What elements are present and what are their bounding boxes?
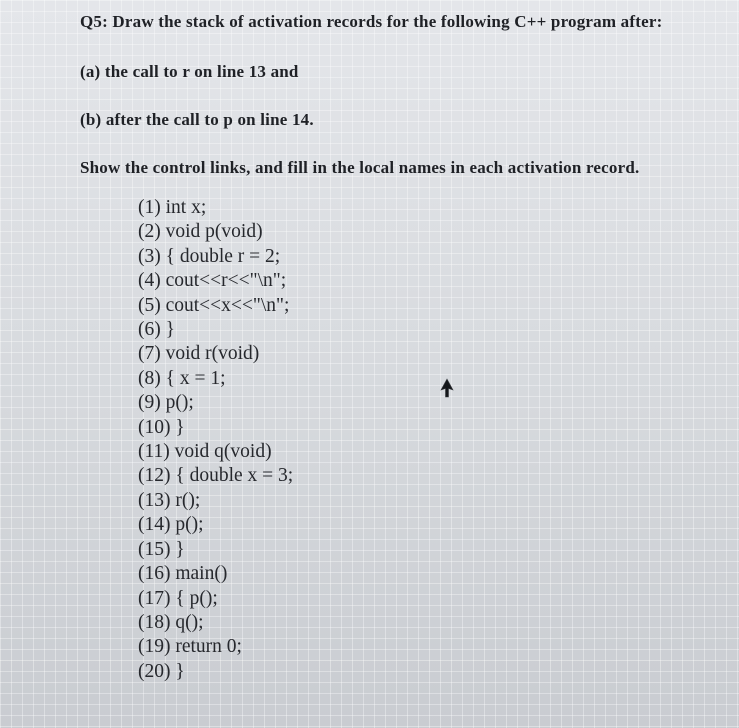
code-line-12: (12) { double x = 3; xyxy=(138,465,294,487)
code-line-16: (16) main() xyxy=(138,563,228,585)
code-line-3: (3) { double r = 2; xyxy=(138,245,281,267)
code-line-9: (9) p(); xyxy=(138,392,194,414)
code-line-19: (19) return 0; xyxy=(138,636,242,658)
code-line-8: (8) { x = 1; xyxy=(138,367,226,389)
part-b-text: (b) after the call to p on line 14. xyxy=(80,110,314,129)
code-line-4: (4) cout<<r<<"\n"; xyxy=(138,270,287,292)
code-line-14: (14) p(); xyxy=(138,514,204,536)
code-line-11: (11) void q(void) xyxy=(138,441,272,463)
code-line-13: (13) r(); xyxy=(138,489,201,511)
question-title: Q5: Draw the stack of activation records for the following C++ program after: xyxy=(80,12,663,31)
code-line-5: (5) cout<<x<<"\n"; xyxy=(138,294,290,316)
code-line-7: (7) void r(void) xyxy=(138,343,260,365)
part-a-text: (a) the call to r on line 13 and xyxy=(80,62,299,81)
code-line-17: (17) { p(); xyxy=(138,587,218,609)
mouse-pointer-icon xyxy=(440,378,454,398)
code-listing xyxy=(138,196,293,684)
instructions-text: Show the control links, and fill in the local names in each activation record. xyxy=(80,158,640,177)
code-line-2: (2) void p(void) xyxy=(138,221,263,243)
code-line-15: (15) } xyxy=(138,538,185,560)
code-line-10: (10) } xyxy=(138,416,185,438)
code-line-20: (20) } xyxy=(138,660,185,682)
code-line-6: (6) } xyxy=(138,319,175,341)
code-line-18: (18) q(); xyxy=(138,611,204,633)
code-line-1: (1) int x; xyxy=(138,197,207,218)
